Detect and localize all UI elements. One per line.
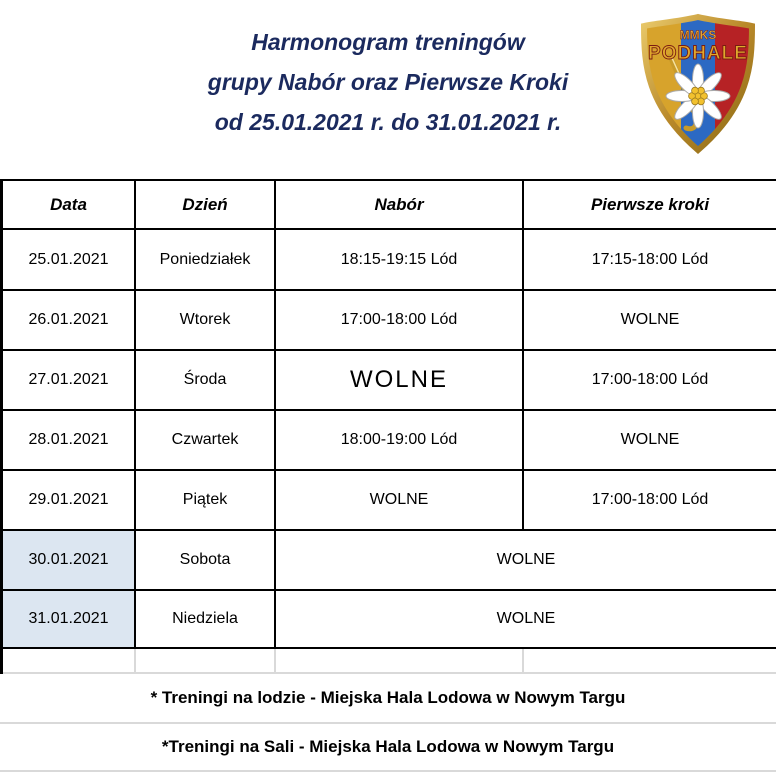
table-header-row (3, 181, 776, 230)
document-header (0, 0, 776, 179)
cell-day: Sobota (136, 531, 276, 589)
cell-nabor: 18:00-19:00 Lód (276, 411, 524, 469)
cell-date: 31.01.2021 (3, 591, 136, 647)
cell-date: 28.01.2021 (3, 411, 136, 469)
title-line-2: grupy Nabór oraz Pierwsze Kroki (207, 69, 569, 95)
table-row (3, 351, 776, 411)
cell-pierwsze-kroki: WOLNE (524, 411, 776, 469)
header-pierwsze-kroki: Pierwsze kroki (524, 181, 776, 228)
header-data: Data (3, 181, 136, 228)
edelweiss-icon (666, 64, 730, 128)
empty-cell (524, 649, 776, 672)
cell-merged-wolne: WOLNE (276, 531, 776, 589)
cell-day: Środa (136, 351, 276, 409)
cell-day: Piątek (136, 471, 276, 529)
cell-date: 30.01.2021 (3, 531, 136, 589)
table-row (3, 471, 776, 531)
cell-nabor: 17:00-18:00 Lód (276, 291, 524, 349)
schedule-table (0, 179, 776, 674)
header-dzien: Dzień (136, 181, 276, 228)
cell-date: 29.01.2021 (3, 471, 136, 529)
club-logo (636, 12, 760, 156)
cell-day: Wtorek (136, 291, 276, 349)
logo-club-name: PODHALE (648, 43, 748, 64)
cell-date: 25.01.2021 (3, 230, 136, 289)
empty-cell (276, 649, 524, 672)
footnote-ice: * Treningi na lodzie - Miejska Hala Lodowa w Nowym Targu (0, 674, 776, 724)
shield-logo-icon (636, 12, 760, 156)
logo-club-short: MMKS (679, 28, 717, 42)
table-empty-row (3, 649, 776, 674)
cell-pierwsze-kroki: 17:15-18:00 Lód (524, 230, 776, 289)
table-row (3, 591, 776, 649)
table-row (3, 531, 776, 591)
table-row (3, 411, 776, 471)
footnote-hall: *Treningi na Sali - Miejska Hala Lodowa w Nowym Targu (0, 724, 776, 772)
cell-date: 26.01.2021 (3, 291, 136, 349)
title-line-1: Harmonogram treningów (251, 29, 525, 55)
header-nabor: Nabór (276, 181, 524, 228)
cell-pierwsze-kroki: WOLNE (524, 291, 776, 349)
cell-day: Niedziela (136, 591, 276, 647)
cell-nabor: WOLNE (276, 351, 524, 409)
cell-pierwsze-kroki: 17:00-18:00 Lód (524, 351, 776, 409)
cell-nabor: 18:15-19:15 Lód (276, 230, 524, 289)
empty-cell (3, 649, 136, 672)
empty-cell (136, 649, 276, 672)
table-row (3, 291, 776, 351)
cell-merged-wolne: WOLNE (276, 591, 776, 647)
cell-date: 27.01.2021 (3, 351, 136, 409)
title-line-3: od 25.01.2021 r. do 31.01.2021 r. (214, 109, 562, 135)
cell-pierwsze-kroki: 17:00-18:00 Lód (524, 471, 776, 529)
cell-day: Czwartek (136, 411, 276, 469)
cell-nabor: WOLNE (276, 471, 524, 529)
table-row (3, 230, 776, 291)
cell-day: Poniedziałek (136, 230, 276, 289)
